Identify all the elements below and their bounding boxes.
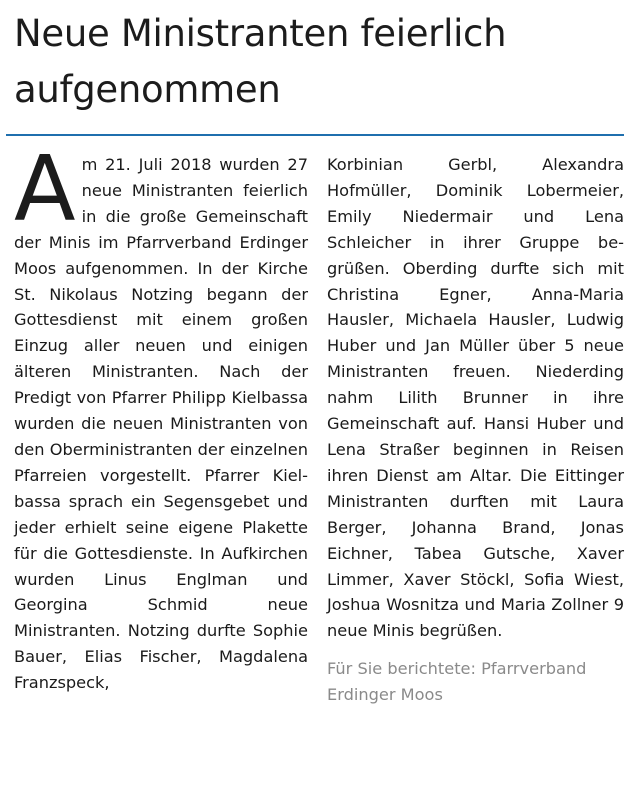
article-column-right	[327, 152, 624, 708]
column-left-text: m 21. Juli 2018 wurden 27 neue Ministranten feierlich in die große Gemeinschaft der Minis im Pfarrverband Erdinger Moos aufgenommen. In der Kirche St. Nikolaus Notzing begann der Gottesdienst mit einem großen Einzug aller neuen und einigen älteren Ministranten. Nach der Predigt von Pfarrer Philipp Kielbassa wurden die neuen Ministranten von den Oberministranten der einzelnen Pfarreien vorgestellt. Pfarrer Kielbassa sprach ein Segensgebet und jeder erhielt seine eigene Plakette für die Gottesdienste. In Aufkirchen wurden Linus Englman und Georgina Schmid neue Ministranten. Notzing durfte Sophie Bauer, Elias Fischer, Magdalena Franzspeck,	[14, 155, 308, 693]
article-column-left	[14, 137, 308, 696]
title-divider	[6, 134, 624, 136]
lead-paragraph	[14, 137, 308, 696]
byline: Für Sie berichtete: Pfarrverband Erdinger Moos	[327, 659, 587, 705]
drop-cap: A	[14, 137, 76, 242]
column-right-text: Korbinian Gerbl, Alexandra Hofmüller, Dominik Lobermeier, Emily Niedermair und Lena Schleicher in ihrer Gruppe begrüßen. Oberding durfte sich mit Christina Egner, Anna-Maria Hausler, Michaela Hausler, Ludwig Huber und Jan Müller über 5 neue Ministranten freuen. Niederding nahm Lilith Brunner in ihre Gemeinschaft auf. Hansi Huber und Lena Straßer beginnen in Reisen ihren Dienst am Altar. Die Eittinger Ministranten durften mit Laura Berger, Johanna Brand, Jonas Eichner, Tabea Gutsche, Xaver Limmer, Xaver Stöckl, Sofia Wiest, Joshua Wosnitza und Maria Zollner 9 neue Minis begrüßen.	[327, 155, 624, 641]
article-title: Neue Ministranten feierlich aufgenommen	[14, 12, 507, 111]
